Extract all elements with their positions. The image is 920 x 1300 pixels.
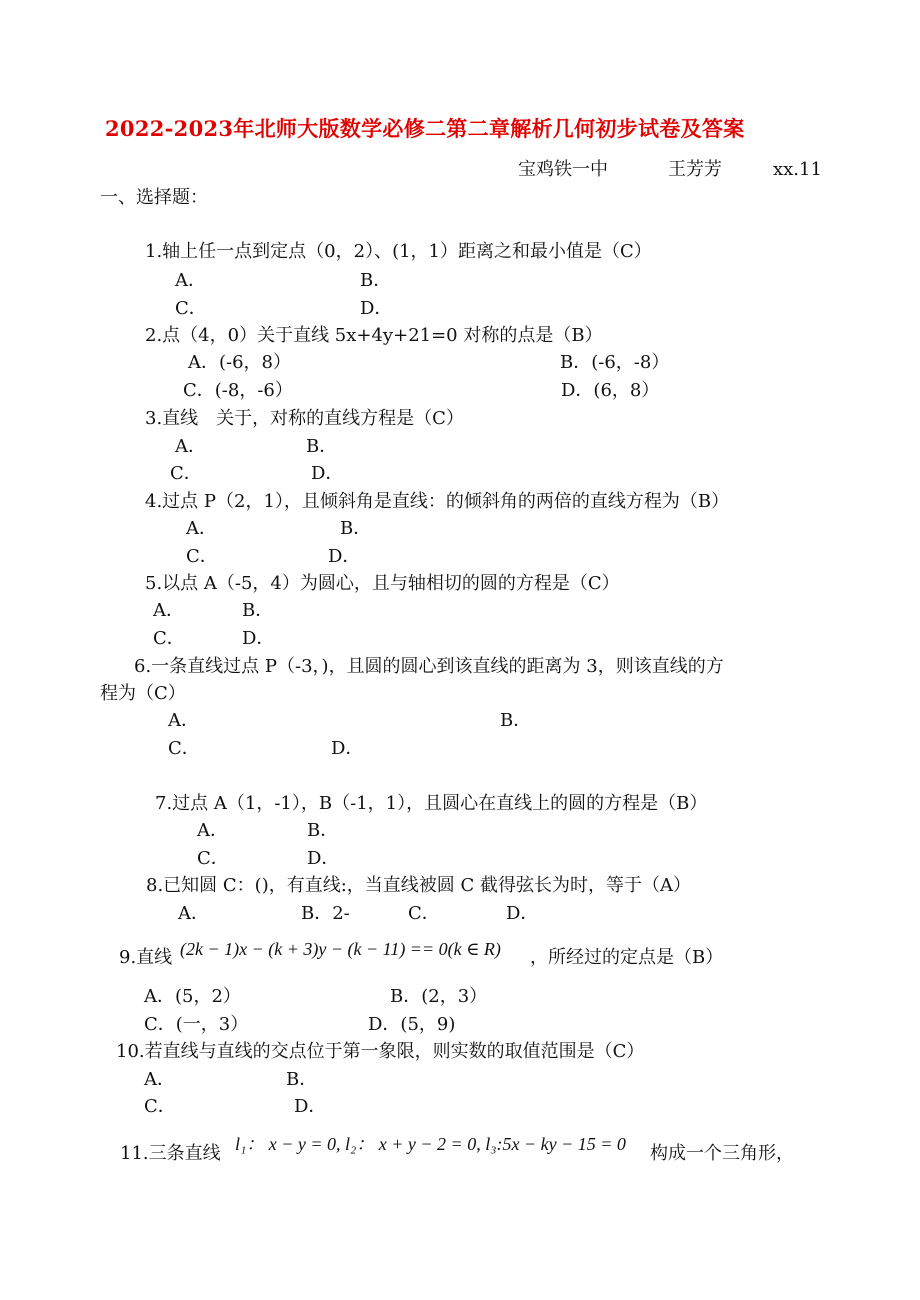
- question-9-option-a: A．(5，2）: [144, 986, 241, 1007]
- question-1-option-d: D．: [360, 298, 393, 319]
- question-3-option-c: C．: [170, 463, 202, 484]
- question-4-option-a: A．: [186, 518, 217, 539]
- question-5-option-b: B．: [242, 600, 274, 621]
- question-2-stem: 2.点（4，0）关于直线 5x+4y+21=0 对称的点是（B）: [145, 325, 603, 346]
- question-6-option-a: A．: [168, 710, 199, 731]
- question-9-option-c: C．(一，3）: [144, 1014, 249, 1035]
- question-11-suffix: 构成一个三角形，: [650, 1143, 794, 1164]
- author-school: 宝鸡铁一中: [518, 159, 608, 180]
- question-5-stem: 5.以点 A（-5，4）为圆心，且与轴相切的圆的方程是（C）: [145, 573, 620, 594]
- question-6-stem-line-2: 程为（C）: [100, 683, 186, 704]
- question-7-option-a: A．: [197, 820, 228, 841]
- question-6-option-b: B．: [500, 710, 532, 731]
- question-8-option-c: C．: [408, 903, 440, 924]
- question-8-option-a: A．: [178, 903, 209, 924]
- question-3-option-d: D．: [311, 463, 344, 484]
- author-name: 王芳芳: [668, 159, 722, 180]
- question-4-option-b: B．: [340, 518, 372, 539]
- question-10-option-d: D．: [294, 1096, 327, 1117]
- question-3-stem: 3.直线 关于，对称的直线方程是（C）: [145, 408, 464, 429]
- author-date: xx.11: [773, 159, 822, 180]
- question-9-suffix: ，所经过的定点是（B）: [530, 947, 724, 968]
- question-10-option-b: B．: [286, 1069, 318, 1090]
- question-11-formula: l₁： x − y = 0, l₂： x + y − 2 = 0, l₃:5x − ky − 15 = 0: [235, 1134, 626, 1154]
- question-4-option-d: D．: [328, 546, 361, 567]
- question-1-option-b: B．: [360, 270, 392, 291]
- question-7-stem: 7.过点 A（1，-1），B（-1，1），且圆心在直线上的圆的方程是（B）: [155, 793, 708, 814]
- question-8-option-b: B．2-: [301, 903, 350, 924]
- question-9-option-b: B．(2，3）: [390, 986, 488, 1007]
- question-8-stem: 8.已知圆 C：()，有直线:，当直线被圆 C 截得弦长为时，等于（A）: [146, 875, 691, 896]
- question-6-option-d: D．: [331, 738, 364, 759]
- question-9-prefix: 9.直线: [119, 947, 173, 968]
- question-10-option-a: A．: [144, 1069, 175, 1090]
- question-5-option-d: D．: [242, 628, 275, 649]
- question-1-option-a: A．: [175, 270, 206, 291]
- question-6-stem-line-1: 6.一条直线过点 P（-3，)，且圆的圆心到该直线的距离为 3，则该直线的方: [134, 656, 724, 677]
- question-10-stem: 10.若直线与直线的交点位于第一象限，则实数的取值范围是（C）: [116, 1041, 645, 1062]
- question-10-option-c: C．: [144, 1096, 176, 1117]
- question-5-option-a: A．: [153, 600, 184, 621]
- question-6-option-c: C．: [168, 738, 200, 759]
- question-8-option-d: D．: [506, 903, 539, 924]
- question-11-prefix: 11.三条直线: [120, 1143, 221, 1164]
- question-4-stem: 4.过点 P（2，1），且倾斜角是直线：的倾斜角的两倍的直线方程为（B）: [145, 491, 730, 512]
- question-7-option-b: B．: [307, 820, 339, 841]
- question-1-option-c: C．: [175, 298, 207, 319]
- question-5-option-c: C．: [153, 628, 185, 649]
- question-9-option-d: D．(5，9): [368, 1014, 456, 1035]
- section-heading: 一、选择题：: [100, 187, 208, 208]
- question-3-option-a: A．: [175, 436, 206, 457]
- question-9-formula: (2k − 1)x − (k + 3)y − (k − 11) == 0(k ∈ R): [180, 939, 501, 959]
- question-2-option-c: C．(-8，-6）: [183, 380, 293, 401]
- question-3-option-b: B．: [306, 436, 338, 457]
- question-7-option-d: D．: [307, 848, 340, 869]
- page-title: 2022-2023年北师大版数学必修二第二章解析几何初步试卷及答案: [105, 116, 745, 141]
- question-2-option-a: A．(-6，8）: [188, 352, 292, 373]
- question-2-option-d: D．(6，8）: [561, 380, 660, 401]
- question-4-option-c: C．: [186, 546, 218, 567]
- question-1-stem: 1.轴上任一点到定点（0，2）、(1，1）距离之和最小值是（C）: [145, 241, 652, 262]
- question-2-option-b: B．(-6，-8）: [560, 352, 670, 373]
- question-7-option-c: C．: [197, 848, 229, 869]
